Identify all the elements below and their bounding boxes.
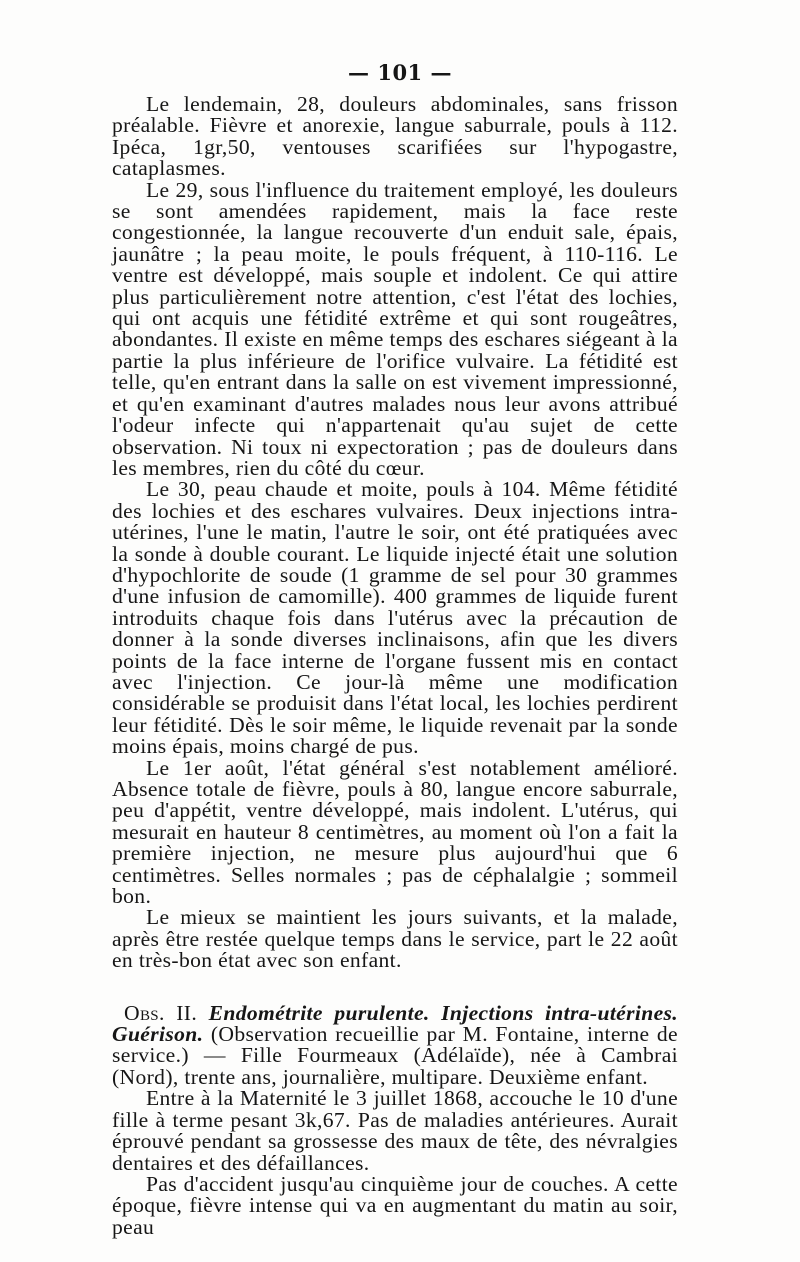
paragraph-le-30: Le 30, peau chaude et moite, pouls à 104. Même fétidité des lochies et des eschares vulvaires. Deux injections intra-utérines, l'une le matin, l'autre le soir, ont été pratiquées avec la sonde à double courant. Le liquide injecté était une solution d'hypochlorite de soude (1 gramme de sel pour 30 grammes d'une infusion de camomille). 400 grammes de liquide furent introduits chaque fois dans l'utérus avec la précaution de donner à la sonde diverses inclinaisons, afin que les divers points de la face interne de l'organe fussent mis en contact avec l'injection. Ce jour-là même une modification considérable se produisit dans l'état local, les lochies perdirent leur fétidité. Dès le soir même, le liquide revenait par la sonde moins épais, moins chargé de pus.: [112, 477, 678, 759]
observation-title: Endométrite purulente. Injections intra-utérines. Guérison.: [112, 1000, 678, 1047]
observation-heading: [112, 1000, 678, 1089]
paragraph-accident: Pas d'accident jusqu'au cinquième jour de couches. A cette époque, fièvre intense qui va en augmentant du matin au soir, peau: [112, 1171, 678, 1239]
body-text: [112, 94, 678, 1238]
observation-intro: (Observation recueillie par M. Fontaine, interne de service.) — Fille Fourmeaux (Adélaïde), née à Cambrai (Nord), trente ans, journalière, multipare. Deuxième enfant.: [112, 1022, 678, 1089]
paragraph-1er-aout: Le 1er août, l'état général s'est notablement amélioré. Absence totale de fièvre, pouls à 80, langue encore saburrale, peu d'appétit, ventre développé, mais indolent. L'utérus, qui mesurait en hauteur 8 centimètres, au moment où l'on a fait la première injection, ne mesure plus aujourd'hui que 6 centimètres. Selles normales ; pas de céphalalgie ; sommeil bon.: [112, 755, 678, 909]
paragraph-entre: Entre à la Maternité le 3 juillet 1868, accouche le 10 d'une fille à terme pesant 3k,67. Pas de maladies antérieures. Aurait éprouvé pendant sa grossesse des maux de tête, des névralgies dentaires et des défaillances.: [112, 1086, 678, 1175]
paragraph-lendemain: Le lendemain, 28, douleurs abdominales, sans frisson préalable. Fièvre et anorexie, langue saburrale, pouls à 112. Ipéca, 1gr,50, ventouses scarifiées sur l'hypogastre, cataplasmes.: [112, 92, 678, 181]
observation-label: Obs. II.: [124, 1000, 198, 1025]
page-number: — 101 —: [348, 60, 452, 85]
paragraph-le-29: Le 29, sous l'influence du traitement employé, les douleurs se sont amendées rapidement, mais la face reste congestionnée, la langue recouverte d'un enduit sale, épais, jaunâtre ; la peau moite, le pouls fréquent, à 110-116. Le ventre est développé, mais souple et indolent. Ce qui attire plus particulièrement notre attention, c'est l'état des lochies, qui ont acquis une fétidité extrême et qui sont rougeâtres, abondantes. Il existe en même temps des eschares siégeant à la partie la plus inférieure de l'orifice vulvaire. La fétidité est telle, qu'en entrant dans la salle on est vivement impressionné, et qu'en examinant d'autres malades nous leur avons attribué l'odeur infecte qui n'appartenait qu'au sujet de cette observation. Ni toux ni expectoration ; pas de douleurs dans les membres, rien du côté du cœur.: [112, 177, 678, 480]
paragraph-mieux: Le mieux se maintient les jours suivants, et la malade, après être restée quelque temps dans le service, part le 22 août en très-bon état avec son enfant.: [112, 905, 678, 973]
